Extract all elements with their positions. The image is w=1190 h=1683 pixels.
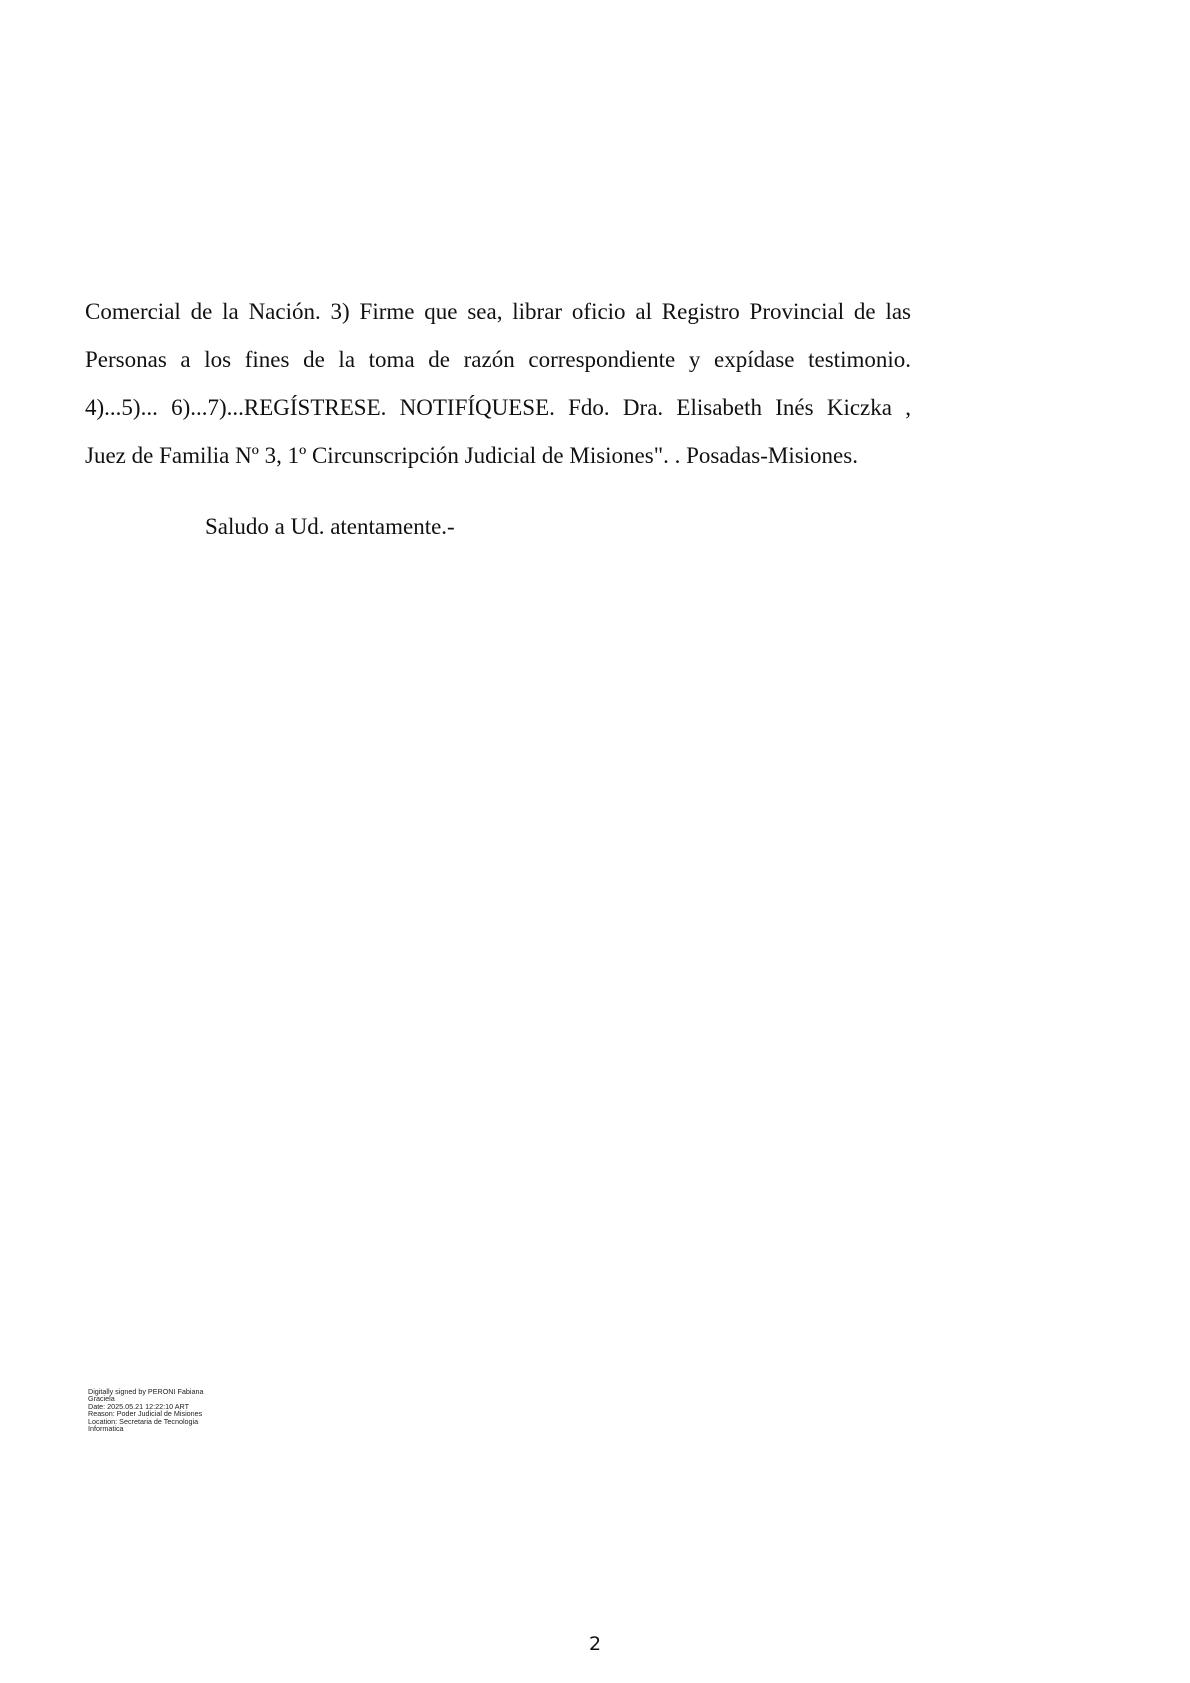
body-line: Personas a los fines de la toma de razón correspondiente y expídase testimonio. [85, 347, 911, 372]
digital-signature-stamp [88, 1388, 238, 1432]
body-line: 4)...5)... 6)...7)...REGÍSTRESE. NOTIFÍQUESE. Fdo. Dra. Elisabeth Inés Kiczka , [85, 395, 911, 420]
body-paragraph [85, 288, 911, 480]
signature-line: Reason: Poder Judicial de Misiones [88, 1409, 203, 1419]
signature-line: Informatica [88, 1424, 124, 1434]
body-line: Comercial de la Nación. 3) Firme que sea, librar oficio al Registro Provincial de las [85, 299, 911, 324]
closing-salutation: Saludo a Ud. atentamente.- [205, 514, 455, 539]
signature-line: Date: 2025.05.21 12:22:10 ART [88, 1401, 189, 1411]
signature-line: Graciela [88, 1394, 115, 1404]
body-line: Juez de Familia Nº 3, 1º Circunscripción Judicial de Misiones". . Posadas-Misiones. [85, 443, 858, 468]
signature-line: Digitally signed by PERONI Fabiana [88, 1387, 204, 1396]
signature-line: Location: Secretaria de Tecnologia [88, 1416, 199, 1426]
page-number: 2 [588, 1633, 602, 1655]
